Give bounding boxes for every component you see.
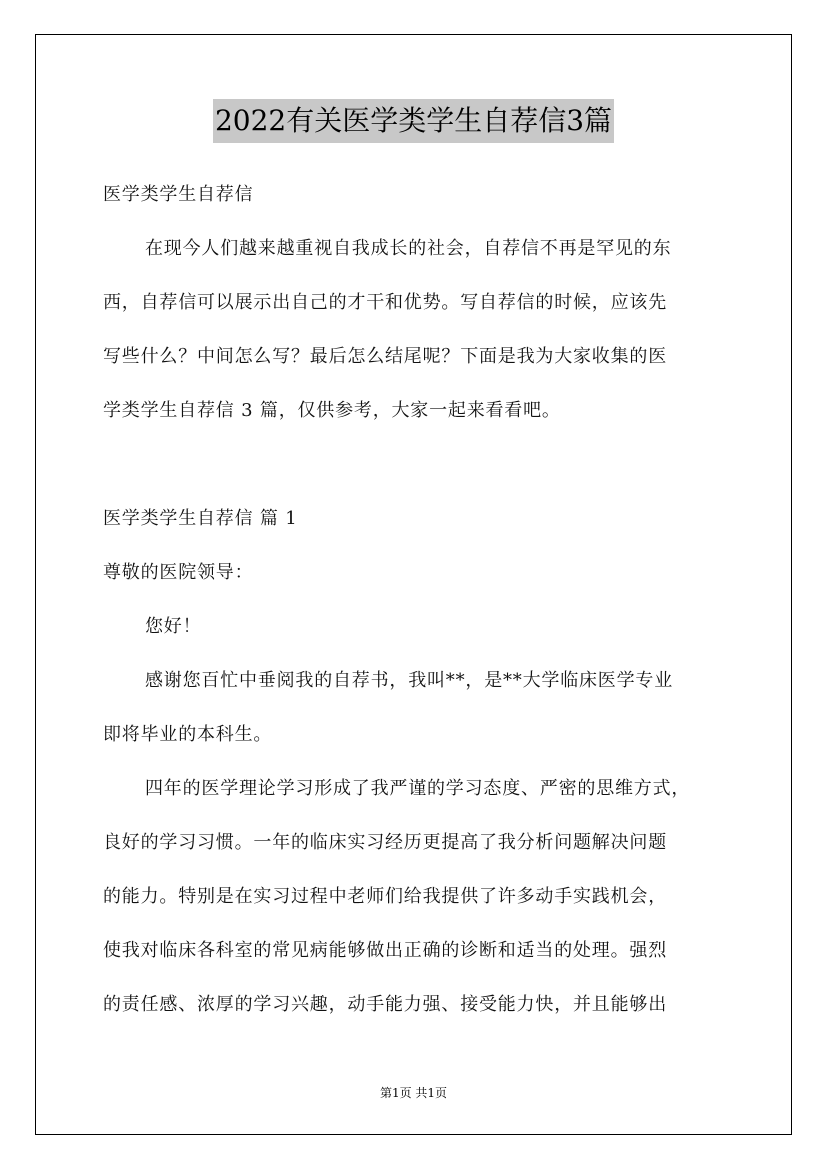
page-footer: 第1页 共1页 <box>379 1086 448 1100</box>
paragraph-2-line-5: 的责任感、浓厚的学习兴趣，动手能力强、接受能力快，并且能够出 <box>103 994 667 1015</box>
intro-line-2: 西，自荐信可以展示出自己的才干和优势。写自荐信的时候，应该先 <box>103 292 667 313</box>
section-heading: 医学类学生自荐信 <box>103 184 254 205</box>
salutation: 尊敬的医院领导： <box>103 562 254 583</box>
paragraph-2-line-1: 四年的医学理论学习形成了我严谨的学习态度、严密的思维方式， <box>145 778 691 799</box>
paragraph-2-line-4: 使我对临床各科室的常见病能够做出正确的诊断和适当的处理。强烈 <box>103 940 667 961</box>
paragraph-1-line-2: 即将毕业的本科生。 <box>103 724 273 745</box>
greeting: 您好！ <box>145 616 202 637</box>
intro-line-1: 在现今人们越来越重视自我成长的社会，自荐信不再是罕见的东 <box>145 238 672 259</box>
paragraph-1-line-1: 感谢您百忙中垂阅我的自荐书，我叫**，是**大学临床医学专业 <box>145 670 673 691</box>
intro-line-3: 写些什么？中间怎么写？最后怎么结尾呢？下面是我为大家收集的医 <box>103 346 667 367</box>
paragraph-2-line-3: 的能力。特别是在实习过程中老师们给我提供了许多动手实践机会， <box>103 886 667 907</box>
title-container <box>0 99 827 143</box>
document-title: 2022有关医学类学生自荐信3篇 <box>213 99 614 143</box>
intro-line-4: 学类学生自荐信 3 篇，仅供参考，大家一起来看看吧。 <box>103 400 561 421</box>
piece-heading: 医学类学生自荐信 篇 1 <box>103 508 298 529</box>
paragraph-2-line-2: 良好的学习习惯。一年的临床实习经历更提高了我分析问题解决问题 <box>103 832 667 853</box>
